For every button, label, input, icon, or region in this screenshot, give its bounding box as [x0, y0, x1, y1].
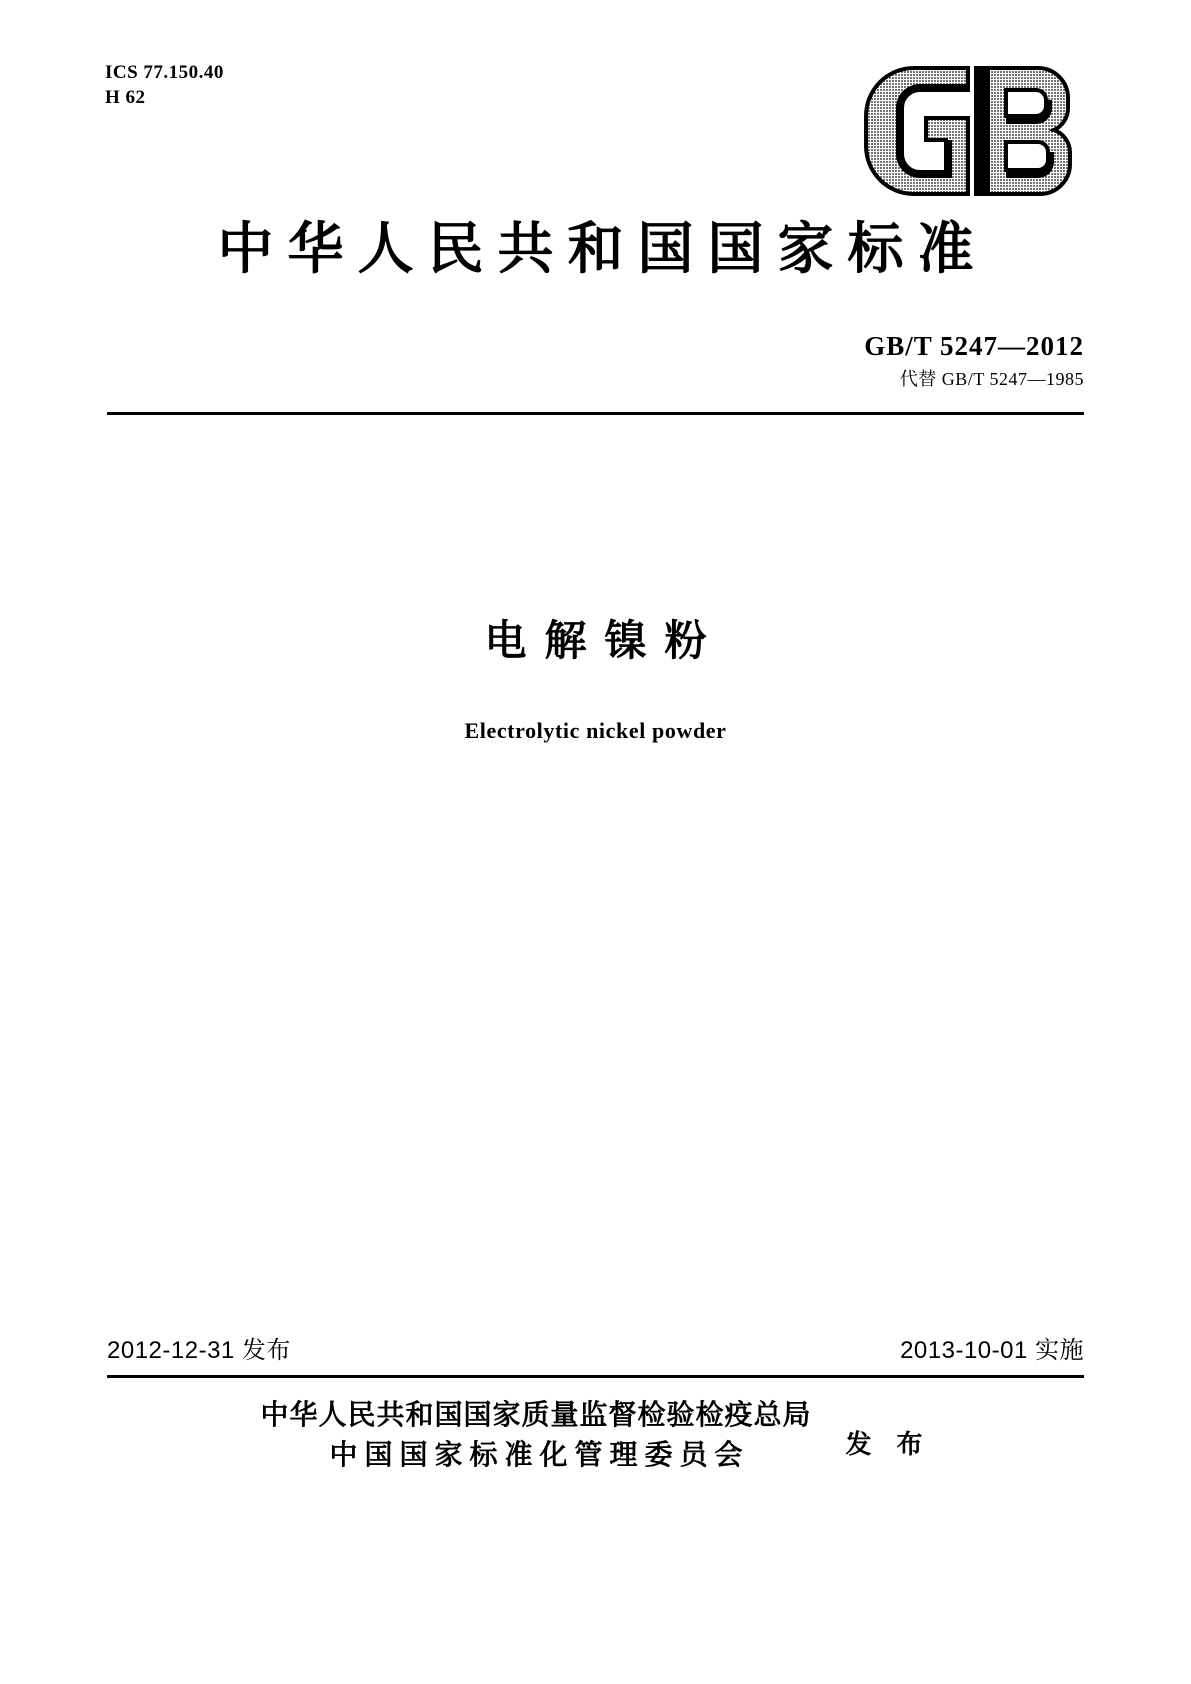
implementation-date: 2013-10-01 实施 — [900, 1337, 1084, 1364]
footer-divider — [107, 1375, 1084, 1378]
publish-label: 发 布 — [845, 1429, 931, 1460]
issuer-line-1: 中华人民共和国国家质量监督检验检疫总局 — [260, 1398, 812, 1431]
document-title-chinese: 电解镍粉 — [484, 616, 725, 665]
document-title-english: Electrolytic nickel powder — [464, 718, 727, 743]
ics-code: ICS 77.150.40 — [105, 62, 224, 83]
issuer-block — [0, 1395, 1191, 1475]
dates-row — [107, 1330, 1084, 1365]
gb-logo-icon — [856, 62, 1086, 197]
issue-date: 2012-12-31 发布 — [107, 1337, 291, 1364]
header-divider — [107, 412, 1084, 415]
standard-number: GB/T 5247—2012 — [864, 331, 1084, 361]
ics-classification-block — [105, 60, 224, 110]
ics-category-code: H 62 — [105, 87, 146, 108]
page-title: 中华人民共和国国家标准 — [217, 217, 988, 282]
replaced-standard: 代替 GB/T 5247—1985 — [899, 369, 1084, 389]
issuer-names — [260, 1395, 811, 1475]
standard-number-block — [864, 330, 1084, 391]
issuer-line-2: 中国国家标准化管理委员会 — [329, 1438, 750, 1471]
